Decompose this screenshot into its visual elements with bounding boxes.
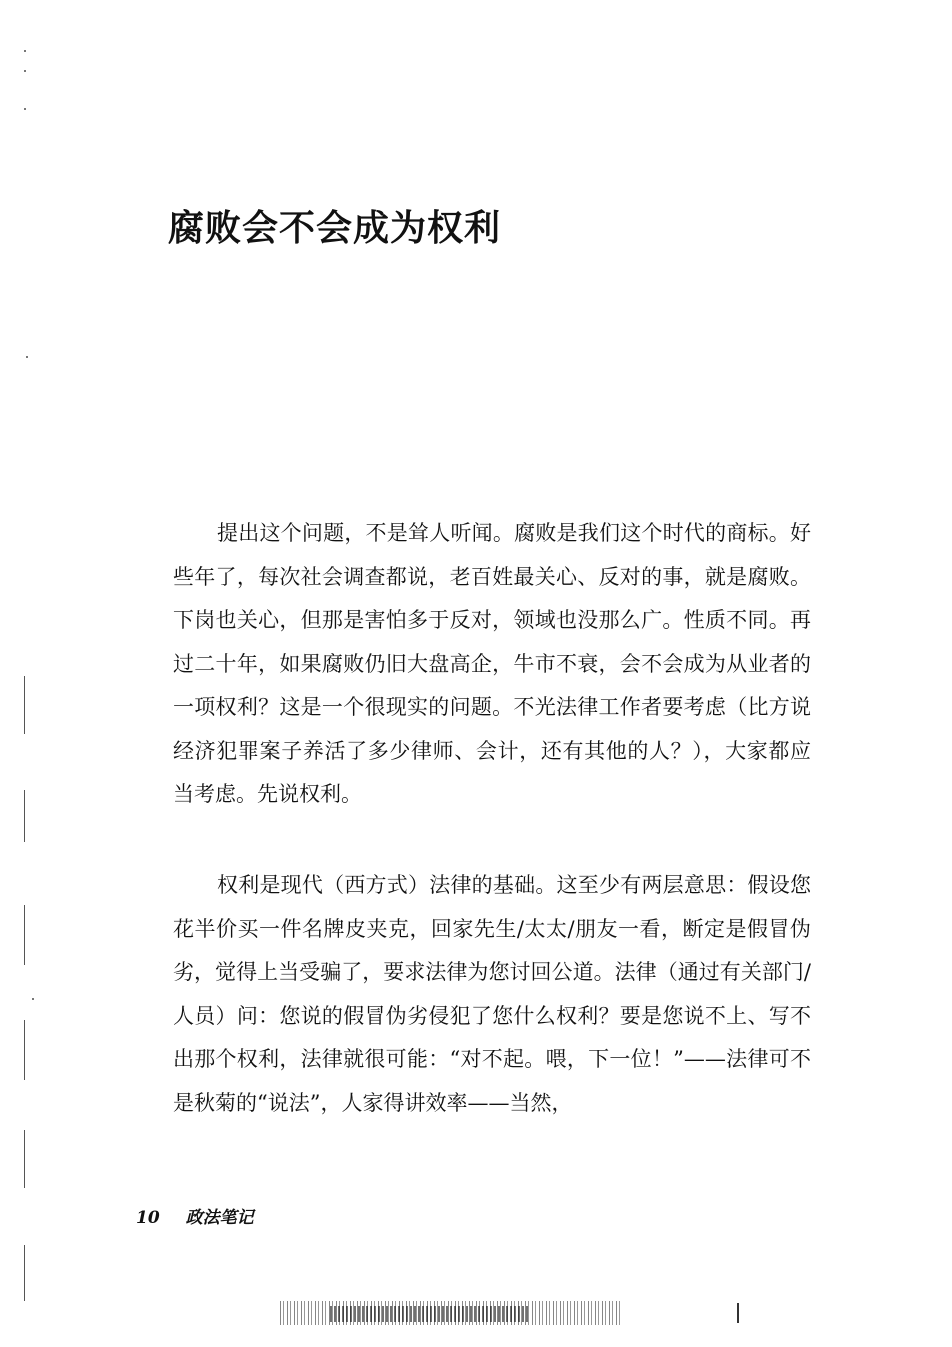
scan-margin-mark: [24, 1245, 25, 1301]
running-book-title: 政法笔记: [185, 1208, 254, 1228]
body-paragraph: 权利是现代（西方式）法律的基础。这至少有两层意思：假设您花半价买一件名牌皮夹克，回家先生/太太/朋友一看，断定是假冒伪劣，觉得上当受骗了，要求法律为您讨回公道。法律（通过有关部门/人员）问：您说的假冒伪劣侵犯了您什么权利？要是您说不上、写不出那个权利，法律就很可能：“对不起。喂，下一位！”——法律可不是秋菊的“说法”，人家得讲效率——当然，: [173, 873, 811, 1115]
scan-speck: [24, 108, 26, 110]
scan-margin-mark: [24, 790, 25, 842]
scan-speck: [26, 356, 28, 358]
scan-margin-mark: [24, 905, 25, 965]
chapter-title: 腐败会不会成为权利: [168, 208, 502, 249]
page-footer: [136, 1203, 254, 1228]
page-number: 10: [136, 1208, 160, 1228]
scan-margin-mark: [24, 676, 25, 734]
scan-noise-strip: [330, 1306, 530, 1322]
scan-margin-mark: [24, 1020, 25, 1080]
body-paragraph: 提出这个问题，不是耸人听闻。腐败是我们这个时代的商标。好些年了，每次社会调查都说，老百姓最关心、反对的事，就是腐败。下岗也关心，但那是害怕多于反对，领域也没那么广。性质不同。再过二十年，如果腐败仍旧大盘高企，牛市不衰，会不会成为从业者的一项权利？这是一个很现实的问题。不光法律工作者要考虑（比方说经济犯罪案子养活了多少律师、会计，还有其他的人？），大家都应当考虑。先说权利。: [173, 521, 811, 806]
scan-speck: [32, 998, 34, 1000]
scan-edge-mark: [737, 1303, 739, 1323]
scan-speck: [24, 50, 26, 52]
scan-speck: [24, 70, 26, 72]
scan-margin-mark: [24, 1130, 25, 1188]
